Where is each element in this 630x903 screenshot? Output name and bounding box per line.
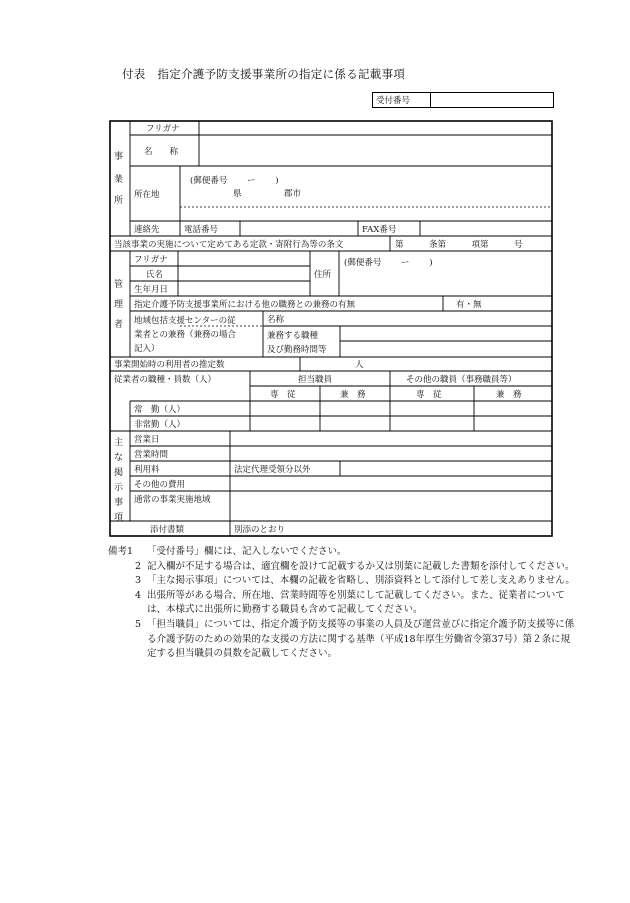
furigana-label: フリガナ: [146, 124, 180, 134]
manager-postal-label: (郵便番号 ー ): [344, 258, 433, 268]
other-concurrent-header: 兼 務: [496, 390, 522, 400]
note-item: [108, 574, 578, 589]
in-charge-full-time-header: 専 従: [270, 390, 296, 400]
svg-text:事: 事: [114, 152, 124, 162]
prefecture-label: 県: [233, 189, 242, 199]
in-charge-concurrent-header: 兼 務: [340, 390, 366, 400]
center-name-label: 名称: [267, 315, 285, 325]
svg-text:項: 項: [114, 513, 124, 523]
svg-text:所: 所: [114, 196, 124, 206]
fees-label: 利用料: [134, 465, 160, 475]
notes-section: [108, 545, 578, 662]
nonregular-staff-label: 非常勤（人）: [134, 420, 186, 430]
business-hours-label: 営業時間: [134, 450, 169, 460]
address-label: 所在地: [134, 190, 160, 200]
center-concurrent-label-1: 地域包括支援センターの従: [134, 316, 236, 326]
postal-code-label: (郵便番号 ー ): [190, 176, 279, 186]
form-title: 付表 指定介護予防支援事業所の指定に係る記載事項: [122, 67, 406, 81]
note-item: [108, 618, 578, 662]
notes-lead: 備考: [108, 546, 128, 557]
contact-label: 連絡先: [134, 225, 160, 235]
main-notice-section-label: [114, 436, 124, 523]
note-number: 1: [127, 546, 134, 557]
fax-label: FAX番号: [362, 225, 397, 235]
note-text: 記入欄が不足する場合は、適宜欄を設けて記載するか又は別葉に記載した書類を添付してください。: [147, 560, 575, 572]
svg-text:な: な: [114, 453, 124, 463]
phone-label: 電話番号: [184, 225, 219, 235]
note-number: 5: [134, 618, 141, 630]
note-item: [108, 589, 578, 618]
note-item: [108, 545, 578, 560]
other-costs-label: その他の費用: [134, 480, 186, 490]
attachments-label: 添付書類: [150, 525, 185, 535]
note-number: 2: [134, 560, 141, 572]
note-text: 「受付番号」欄には、記入しないでください。: [147, 546, 347, 557]
svg-text:理: 理: [114, 300, 124, 310]
note-number: 3: [134, 575, 141, 587]
center-duty-label-1: 兼務する職種: [267, 331, 319, 341]
note-text: 「主な掲示事項」については、本欄の記載を省略し、別添資料として添付して差し支えありません。: [147, 575, 575, 587]
city-label: 郡市: [284, 189, 302, 199]
estimated-users-unit: 人: [355, 360, 364, 370]
note-text: 「担当職員」については、指定介護予防支援等の事業の人員及び運営並びに指定介護予防支援等に係る介護予防のための効果的な支援の方法に関する基準（平成18年厚生労働省令第37号）第２条に規定する担当職員の員数を記載してください。: [147, 618, 575, 660]
office-section-label: [114, 150, 123, 206]
staff-count-label: 従業者の職種・員数（人）: [114, 375, 217, 385]
center-duty-label-2: 及び勤務時間等: [267, 345, 327, 355]
service-area-label: 通常の事業実施地域: [134, 495, 211, 505]
svg-text:者: 者: [114, 320, 124, 330]
center-concurrent-label-3: 記入）: [134, 344, 160, 354]
manager-furigana-label: フリガナ: [134, 255, 168, 265]
concurrent-yes-no[interactable]: 有・無: [456, 300, 482, 310]
articles-fill: 第 条第 項第 号: [395, 240, 523, 250]
attachments-value: 別添のとおり: [234, 525, 286, 535]
manager-birthdate-label: 生年月日: [134, 285, 169, 295]
receipt-number-label: 受付番号: [373, 93, 431, 107]
note-item: [108, 560, 578, 575]
fees-note: 法定代理受領分以外: [234, 465, 311, 475]
estimated-users-label: 事業開始時の利用者の推定数: [114, 360, 225, 370]
svg-text:示: 示: [114, 483, 124, 493]
articles-label: 当該事業の実施について定めてある定款・寄附行為等の条文: [114, 240, 344, 250]
staff-other-header: その他の職員（事務職員等）: [406, 375, 517, 385]
svg-text:事: 事: [114, 498, 124, 508]
manager-name-label: 氏名: [146, 270, 164, 280]
staff-in-charge-header: 担当職員: [298, 375, 333, 385]
center-concurrent-label-2: 業者との兼務（兼務の場合: [134, 330, 237, 340]
business-days-label: 営業日: [134, 435, 160, 445]
manager-section-label: [114, 278, 123, 330]
other-full-time-header: 専 従: [416, 390, 442, 400]
svg-text:業: 業: [114, 175, 124, 185]
name-label: 名 称: [144, 147, 179, 157]
svg-text:管: 管: [114, 280, 124, 290]
regular-staff-label: 常 勤（人）: [134, 405, 186, 415]
concurrent-duty-label: 指定介護予防支援事業所における他の職務との兼務の有無: [134, 300, 356, 310]
manager-address-label: 住所: [314, 270, 332, 280]
note-number: 4: [134, 589, 141, 601]
note-text: 出張所等がある場合、所在地、営業時間等を別葉にして記載してください。また、従業者については、本様式に出張所に勤務する職員も含めて記載してください。: [147, 589, 565, 616]
svg-text:主: 主: [114, 438, 124, 448]
svg-text:掲: 掲: [114, 468, 124, 478]
